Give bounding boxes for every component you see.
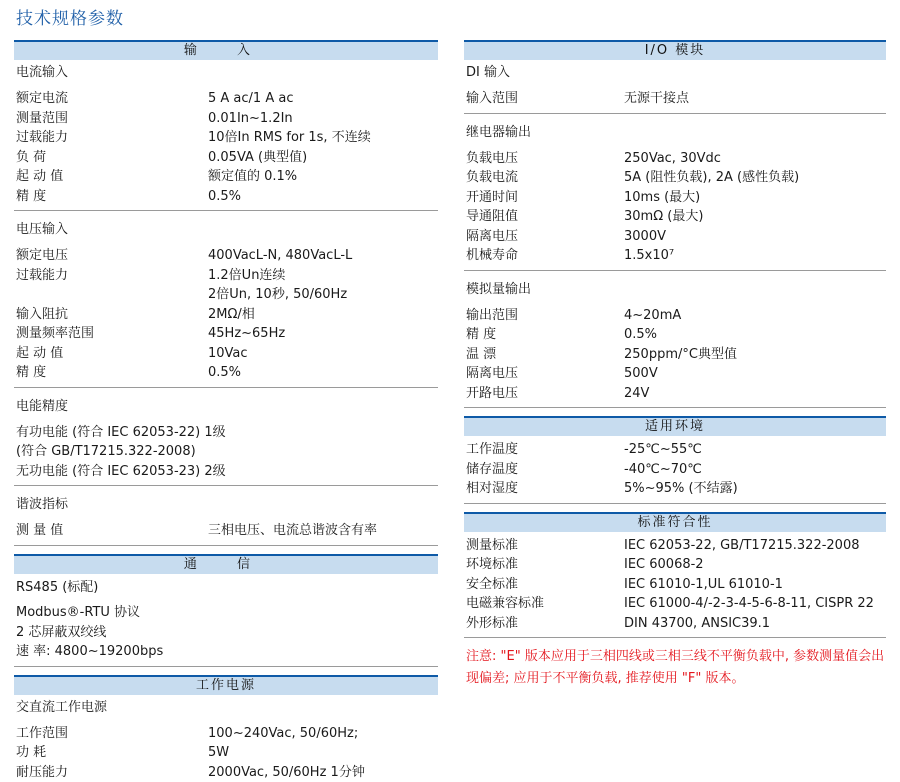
spec-value: 0.5% bbox=[208, 187, 438, 207]
harmonic-title: 谐波指标 bbox=[14, 494, 438, 515]
section-header-input: 输 入 bbox=[14, 40, 438, 60]
spec-row bbox=[14, 266, 438, 286]
spec-row bbox=[14, 763, 438, 782]
spec-value: 5%~95% (不结露) bbox=[624, 479, 886, 499]
spec-value: -25℃~55℃ bbox=[624, 440, 886, 460]
spec-value: 0.01In~1.2In bbox=[208, 109, 438, 129]
spec-value: IEC 61000-4/-2-3-4-5-6-8-11, CISPR 22 bbox=[624, 594, 886, 614]
section-header-env: 适用环境 bbox=[464, 416, 886, 436]
spec-row bbox=[14, 148, 438, 168]
current-input-section bbox=[14, 62, 438, 211]
spec-row bbox=[14, 521, 438, 541]
spec-label: 机械寿命 bbox=[464, 246, 624, 266]
spec-value: 3000V bbox=[624, 227, 886, 247]
spec-label: 精 度 bbox=[14, 187, 208, 207]
note-text: 注意: "E" 版本应用于三相四线或三相三线不平衡负载中, 参数测量值会出现偏差; 应用于不平衡负载, 推荐使用 "F" 版本。 bbox=[464, 646, 886, 690]
spec-row bbox=[464, 306, 886, 326]
spec-value: 10Vac bbox=[208, 344, 438, 364]
section-header-standards: 标准符合性 bbox=[464, 512, 886, 532]
energy-line: 无功电能 (符合 IEC 62053-23) 2级 bbox=[14, 462, 438, 482]
spec-label: 安全标准 bbox=[464, 575, 624, 595]
power-section bbox=[14, 697, 438, 782]
spec-value: 45Hz~65Hz bbox=[208, 324, 438, 344]
spec-value: 500V bbox=[624, 364, 886, 384]
spec-label: 隔离电压 bbox=[464, 227, 624, 247]
current-input-title: 电流输入 bbox=[14, 62, 438, 83]
spec-label: 测量范围 bbox=[14, 109, 208, 129]
voltage-input-title: 电压输入 bbox=[14, 219, 438, 240]
right-column bbox=[464, 40, 886, 690]
spec-label: 储存温度 bbox=[464, 460, 624, 480]
spec-value: 5A (阻性负载), 2A (感性负载) bbox=[624, 168, 886, 188]
di-input-rows bbox=[464, 89, 886, 109]
spec-row bbox=[14, 324, 438, 344]
spec-row bbox=[464, 246, 886, 266]
relay-output-title: 继电器输出 bbox=[464, 122, 886, 143]
page-title: 技术规格参数 bbox=[16, 4, 124, 29]
spec-row bbox=[14, 305, 438, 325]
spec-label: 开路电压 bbox=[464, 384, 624, 404]
spec-value: 0.5% bbox=[624, 325, 886, 345]
analog-output-section bbox=[464, 279, 886, 409]
spec-label: 额定电流 bbox=[14, 89, 208, 109]
spec-row bbox=[14, 344, 438, 364]
spec-label: 工作温度 bbox=[464, 440, 624, 460]
spec-value: DIN 43700, ANSIC39.1 bbox=[624, 614, 886, 634]
spec-label: 起 动 值 bbox=[14, 167, 208, 187]
spec-value: 30mΩ (最大) bbox=[624, 207, 886, 227]
di-input-title: DI 输入 bbox=[464, 62, 886, 83]
spec-value: 2000Vac, 50/60Hz 1分钟 bbox=[208, 763, 438, 782]
spec-value: 4~20mA bbox=[624, 306, 886, 326]
spec-value: -40℃~70℃ bbox=[624, 460, 886, 480]
spec-label: 外形标准 bbox=[464, 614, 624, 634]
spec-value: 100~240Vac, 50/60Hz; bbox=[208, 724, 438, 744]
spec-value: IEC 61010-1,UL 61010-1 bbox=[624, 575, 886, 595]
spec-label: 隔离电压 bbox=[464, 364, 624, 384]
spec-value: 1.2倍Un连续 bbox=[208, 266, 438, 286]
spec-row bbox=[14, 187, 438, 207]
spec-row bbox=[464, 594, 886, 614]
spec-row bbox=[464, 614, 886, 634]
spec-row bbox=[14, 89, 438, 109]
spec-row bbox=[464, 536, 886, 556]
energy-line: 有功电能 (符合 IEC 62053-22) 1级 bbox=[14, 423, 438, 443]
spec-row bbox=[14, 167, 438, 187]
spec-row bbox=[14, 743, 438, 763]
spec-value: IEC 62053-22, GB/T17215.322-2008 bbox=[624, 536, 886, 556]
spec-label: 相对湿度 bbox=[464, 479, 624, 499]
spec-row bbox=[464, 227, 886, 247]
spec-row bbox=[464, 555, 886, 575]
env-section bbox=[464, 436, 886, 504]
spec-label: 过载能力 bbox=[14, 266, 208, 286]
spec-label: 过载能力 bbox=[14, 128, 208, 148]
spec-value: 额定值的 0.1% bbox=[208, 167, 438, 187]
spec-value: 5 A ac/1 A ac bbox=[208, 89, 438, 109]
spec-label: 耐压能力 bbox=[14, 763, 208, 782]
spec-value: IEC 60068-2 bbox=[624, 555, 886, 575]
spec-label: 额定电压 bbox=[14, 246, 208, 266]
spec-label: 输入范围 bbox=[464, 89, 624, 109]
comm-section bbox=[14, 574, 438, 667]
voltage-input-section bbox=[14, 219, 438, 388]
spec-label: 精 度 bbox=[464, 325, 624, 345]
spec-row bbox=[14, 109, 438, 129]
spec-row bbox=[464, 149, 886, 169]
spec-label: 负载电压 bbox=[464, 149, 624, 169]
energy-line: (符合 GB/T17215.322-2008) bbox=[14, 442, 438, 462]
spec-label: 电磁兼容标准 bbox=[464, 594, 624, 614]
standards-section bbox=[464, 532, 886, 639]
analog-output-title: 模拟量输出 bbox=[464, 279, 886, 300]
spec-row bbox=[464, 440, 886, 460]
section-header-io: I/O 模块 bbox=[464, 40, 886, 60]
spec-row bbox=[464, 168, 886, 188]
spec-label: 测量标准 bbox=[464, 536, 624, 556]
spec-row bbox=[14, 128, 438, 148]
section-header-comm: 通 信 bbox=[14, 554, 438, 574]
spec-value: 1.5x10⁷ bbox=[624, 246, 886, 266]
spec-value: 250ppm/°C典型值 bbox=[624, 345, 886, 365]
spec-row bbox=[464, 460, 886, 480]
spec-value: 2倍Un, 10秒, 50/60Hz bbox=[208, 285, 438, 305]
voltage-input-rows bbox=[14, 246, 438, 383]
left-column bbox=[14, 40, 438, 782]
spec-value: 0.05VA (典型值) bbox=[208, 148, 438, 168]
spec-label: 输出范围 bbox=[464, 306, 624, 326]
spec-value: 无源干接点 bbox=[624, 89, 886, 109]
spec-row bbox=[14, 363, 438, 383]
spec-row bbox=[464, 479, 886, 499]
spec-row bbox=[464, 325, 886, 345]
spec-row bbox=[464, 364, 886, 384]
spec-label: 起 动 值 bbox=[14, 344, 208, 364]
spec-label: 精 度 bbox=[14, 363, 208, 383]
di-input-section bbox=[464, 62, 886, 114]
spec-row bbox=[464, 207, 886, 227]
harmonic-section bbox=[14, 494, 438, 546]
spec-row bbox=[464, 89, 886, 109]
comm-line: 2 芯屏蔽双绞线 bbox=[14, 623, 438, 643]
standards-rows bbox=[464, 536, 886, 634]
env-rows bbox=[464, 440, 886, 499]
spec-label: 负 荷 bbox=[14, 148, 208, 168]
analog-output-rows bbox=[464, 306, 886, 404]
spec-row bbox=[14, 285, 438, 305]
relay-output-rows bbox=[464, 149, 886, 266]
spec-value: 三相电压、电流总谐波含有率 bbox=[208, 521, 438, 541]
spec-label: 功 耗 bbox=[14, 743, 208, 763]
spec-value: 0.5% bbox=[208, 363, 438, 383]
power-title: 交直流工作电源 bbox=[14, 697, 438, 718]
spec-label: 测 量 值 bbox=[14, 521, 208, 541]
spec-label: 温 漂 bbox=[464, 345, 624, 365]
spec-value: 400VacL-N, 480VacL-L bbox=[208, 246, 438, 266]
spec-row bbox=[14, 246, 438, 266]
spec-label: 导通阻值 bbox=[464, 207, 624, 227]
spec-value: 10ms (最大) bbox=[624, 188, 886, 208]
energy-accuracy-section bbox=[14, 396, 438, 487]
spec-row bbox=[464, 345, 886, 365]
power-rows bbox=[14, 724, 438, 782]
spec-label: 测量频率范围 bbox=[14, 324, 208, 344]
spec-value: 250Vac, 30Vdc bbox=[624, 149, 886, 169]
relay-output-section bbox=[464, 122, 886, 271]
spec-row bbox=[14, 724, 438, 744]
spec-value: 5W bbox=[208, 743, 438, 763]
comm-line: Modbus®-RTU 协议 bbox=[14, 603, 438, 623]
spec-label: 环境标准 bbox=[464, 555, 624, 575]
comm-line: 速 率: 4800~19200bps bbox=[14, 642, 438, 662]
spec-label: 工作范围 bbox=[14, 724, 208, 744]
spec-label: 输入阻抗 bbox=[14, 305, 208, 325]
spec-row bbox=[464, 188, 886, 208]
harmonic-rows bbox=[14, 521, 438, 541]
spec-row bbox=[464, 384, 886, 404]
spec-value: 10倍In RMS for 1s, 不连续 bbox=[208, 128, 438, 148]
section-header-power: 工作电源 bbox=[14, 675, 438, 695]
spec-value: 24V bbox=[624, 384, 886, 404]
spec-row bbox=[464, 575, 886, 595]
spec-label: 负载电流 bbox=[464, 168, 624, 188]
spec-value: 2MΩ/相 bbox=[208, 305, 438, 325]
energy-accuracy-title: 电能精度 bbox=[14, 396, 438, 417]
spec-label: 开通时间 bbox=[464, 188, 624, 208]
spec-label bbox=[14, 285, 208, 305]
comm-line: RS485 (标配) bbox=[14, 578, 438, 598]
current-input-rows bbox=[14, 89, 438, 206]
